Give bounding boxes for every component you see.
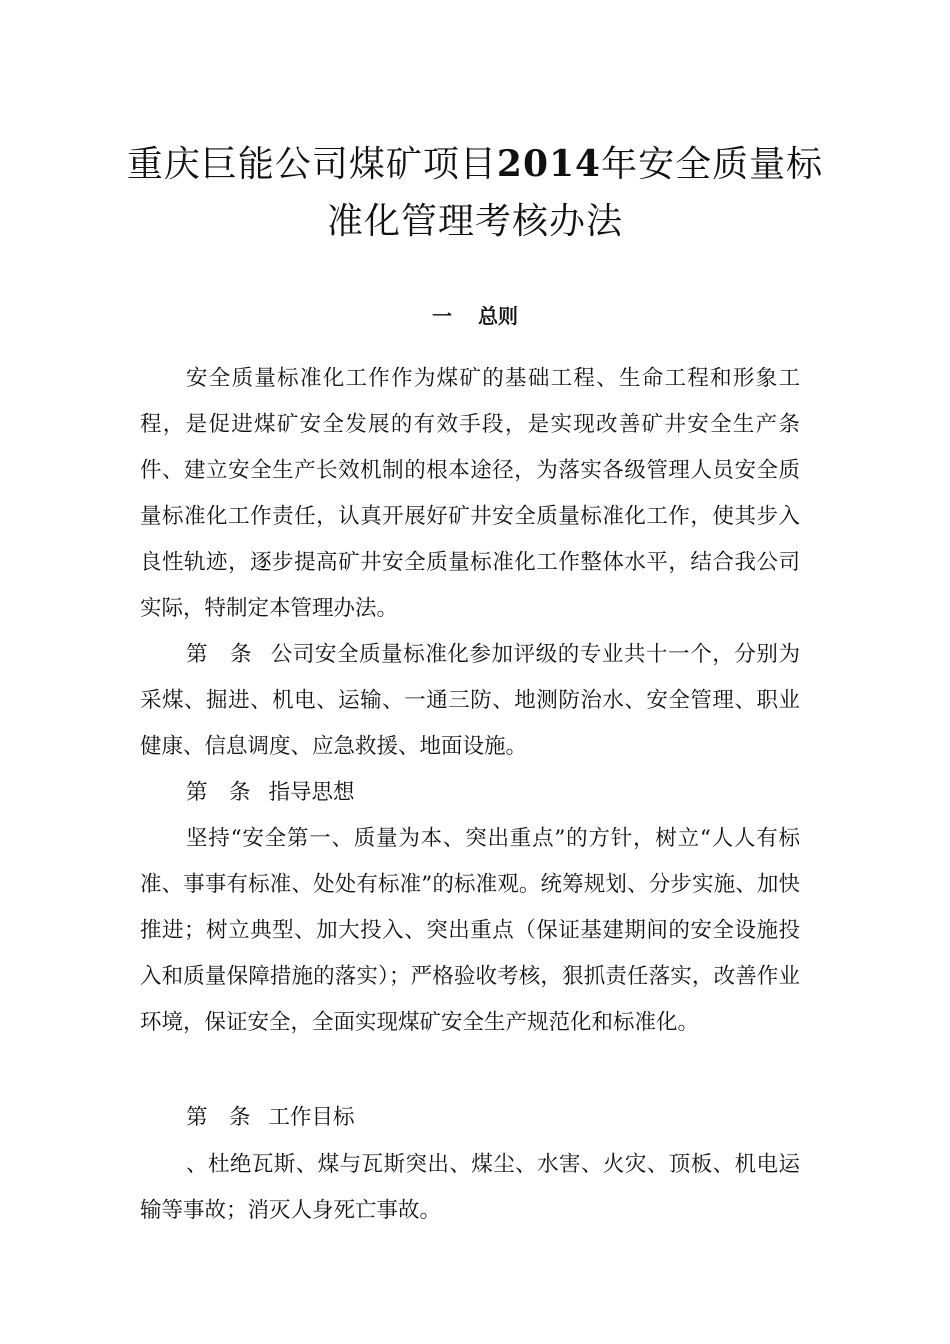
intro-paragraph: 安全质量标准化工作作为煤矿的基础工程、生命工程和形象工程，是促进煤矿安全发展的有效手段，是实现改善矿井安全生产条件、建立安全生产长效机制的根本途径，为落实各级管理人员安全质量标准化工作责任，认真开展好矿井安全质量标准化工作，使其步入良性轨迹，逐步提高矿井安全质量标准化工作整体水平，结合我公司实际，特制定本管理办法。 [140, 366, 800, 621]
article-1-paragraph [140, 632, 800, 770]
article-2-paragraph: 坚持“安全第一、质量为本、突出重点”的方针，树立“人人有标准、事事有标准、处处有标准”的标准观。统筹规划、分步实施、加快推进；树立典型、加大投入、突出重点（保证基建期间的安全设施投入和质量保障措施的落实）；严格验收考核，狠抓责任落实，改善作业环境，保证安全，全面实现煤矿安全生产规范化和标准化。 [140, 826, 800, 1035]
section-heading [0, 298, 950, 334]
article-2-label: 第 条 [186, 780, 251, 805]
article-3-label: 第 条 [186, 1105, 251, 1130]
goal-paragraph: 、杜绝瓦斯、煤与瓦斯突出、煤尘、水害、火灾、顶板、机电运输等事故；消灭人身死亡事故。 [140, 1152, 800, 1223]
section-name: 总则 [478, 304, 518, 328]
title-suffix: 年安全质量标 [601, 144, 824, 185]
article-3-title: 工作目标 [268, 1105, 355, 1130]
article-1-text: 公司安全质量标准化参加评级的专业共十一个，分别为采煤、掘进、机电、运输、一通三防、地测防治水、安全管理、职业健康、信息调度、应急救援、地面设施。 [140, 642, 800, 759]
article-1-label: 第 条 [186, 642, 253, 667]
document-title-line-1 [0, 136, 950, 193]
article-2-heading [140, 770, 800, 816]
title-year: 2014 [496, 143, 602, 185]
article-3-heading [140, 1095, 800, 1141]
document-title-line-2: 准化管理考核办法 [326, 201, 623, 242]
section-number: 一 [432, 304, 452, 328]
title-prefix: 重庆巨能公司煤矿项目 [126, 144, 497, 185]
article-2-title: 指导思想 [268, 780, 355, 805]
